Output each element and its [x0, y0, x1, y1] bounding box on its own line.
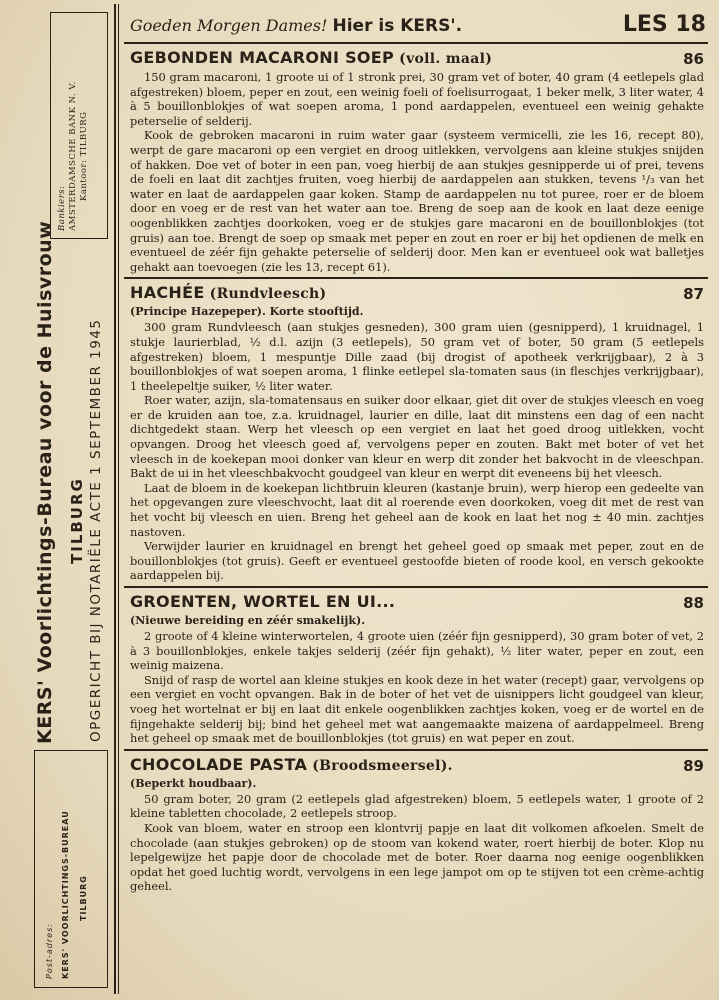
recipe-title: GROENTEN, WORTEL EN UI...	[130, 592, 396, 611]
post-address-box	[34, 750, 108, 988]
recipe-number: 86	[683, 50, 704, 68]
margin-rule-thin	[118, 4, 119, 994]
bureau-city: TILBURG	[68, 477, 86, 564]
bank-office: Kantoor: TILBURG	[79, 111, 89, 201]
recipe-subtitle-inline: (voll. maal)	[399, 51, 493, 67]
recipe-title: CHOCOLADE PASTA	[130, 754, 308, 774]
recipe-number: 89	[683, 756, 704, 775]
recipe-subtitle: (Nieuwe bereiding en zéér smakelijk).	[130, 614, 366, 627]
sidebar	[6, 4, 114, 994]
founded-line: OPGERICHT BIJ NOTARIËLE ACTE 1 SEPTEMBER 1945	[88, 318, 104, 742]
recipe-title: HACHÉE	[130, 283, 205, 303]
main-content	[124, 8, 708, 897]
lesson-number: LES 18	[622, 12, 706, 37]
post-label: Post-adres:	[45, 923, 54, 979]
recipe-88	[124, 588, 708, 751]
bank-name: AMSTERDAMSCHE BANK N. V.	[68, 81, 78, 231]
margin-rule	[114, 4, 116, 994]
recipe-paragraph: Kook van bloem, water en stroop een klontvrij papje en laat dit volkomen afkoelen. Smelt de chocolade (aan stukjes gebroken) op de stoom van kokend water, roert hierbij de boter. Klop nu lepelgewijze het papje door de chocolade met de boter. Roer daarna nog eenige oogenblikken opdat het goed luchtig wordt, vervolgens in een lege jampot om op te stijven tot een crème-achtig geheel.	[130, 820, 704, 894]
recipe-subtitle: (Beperkt houdbaar).	[130, 776, 257, 790]
recipe-subtitle-inline: (Broodsmeersel).	[312, 757, 453, 774]
recipe-paragraph: 150 gram macaroni, 1 groote ui of 1 stronk prei, 30 gram vet of boter, 40 gram (4 eetlepels glad afgestreken) bloem, peper en zout, een weinig foeli of foelisurrogaat, 1 beker melk, 3 liter water, 4 à 5 bouillonblokjes of wat soepen aroma, 1 pond aardappelen, eventueel een weinig gehakte peterselie of selderij.	[130, 70, 704, 128]
recipe-paragraph: Snijd of rasp de wortel aan kleine stukjes en kook deze in het water (recept) gaar, vervolgens op een vergiet en vocht opvangen. Bak in de boter of het vet de uisnippers licht goudgeel van kleur, voeg het wortelnat er bij en laat dit enkele oogenblikken zachtjes koken, voeg er de wortel en de fijngehakte selderij bij; bind het geheel met wat aangemaakte maizena of aardappelmeel. Breng het geheel op smaak met de bouillonblokjes (tot gruis) en wat peper en zout.	[130, 672, 704, 746]
recipe-paragraph: 50 gram boter, 20 gram (2 eetlepels glad afgestreken) bloem, 5 eetlepels water, 1 groote of 2 kleine tabletten chocolade, 2 eetlepels stroop.	[130, 791, 704, 821]
recipe-number: 87	[683, 285, 704, 304]
recipe-title: GEBONDEN MACARONI SOEP	[130, 48, 395, 67]
recipe-86	[124, 44, 708, 279]
bureau-title: KERS' Voorlichtings-Bureau voor de Huisvrouw	[34, 220, 56, 744]
recipe-paragraph: Kook de gebroken macaroni in ruim water gaar (systeem vermicelli, zie les 16, recept 80), werpt de gare macaroni op een vergiet en droog uitlekken, vervolgens aan kleine stukjes snijden of hakken. Doe vet of boter in een pan, voeg hierbij de aan stukjes gesnipperde ui of prei, tevens de foeli en laat dit zachtjes fruiten, voeg hierbij de aardappelen aan stukken, tevens ¹/₃ van het water en laat de aardappelen gaar koken. Stamp de aardappelen nu tot puree, roer er de bloem door en voeg er de rest van het water aan toe. Breng de soep aan de kook en laat deze eenige oogenblikken zachtjes doorkoken, voeg er de stukjes gare macaroni en de bouillonblokjes (tot gruis) aan toe. Brengt de soep op smaak met peper en zout en roer er bij het opdienen de melk en eventueel de zéér fijn gehakte peterselie of selderij door. Men kan er eventueel ook wat balletjes gehakt aan toevoegen (zie les 13, recept 61).	[130, 128, 704, 274]
recipe-paragraph: 300 gram Rundvleesch (aan stukjes gesneden), 300 gram uien (gesnipperd), 1 kruidnagel, 1 stukje laurierblad, ½ d.l. azijn (3 eetlepels), 50 gram vet of boter, 50 gram (5 eetlepels afgestreken) bloem, 1 mespuntje Dille zaad (bij drogist of apotheek verkrijgbaar), 2 à 3 bouillonblokjes of wat soepen aroma, 1 flinke eetlepel sla-tomaten saus (in fleschjes verkrijgbaar), 1 theelepeltje suiker, ½ liter water.	[130, 320, 704, 393]
post-name: KERS' VOORLICHTINGS-BUREAU	[61, 810, 70, 979]
recipe-subtitle: (Principe Hazepeper). Korte stooftijd.	[130, 305, 364, 319]
recipe-87	[124, 279, 708, 588]
bank-info-box	[50, 12, 108, 239]
recipe-89	[124, 751, 708, 897]
greeting	[130, 16, 462, 36]
greeting-text: Goeden Morgen Dames!	[130, 16, 328, 35]
recipe-subtitle-inline: (Rundvleesch)	[209, 286, 327, 303]
page-header	[124, 8, 708, 44]
recipe-paragraph: 2 groote of 4 kleine winterwortelen, 4 groote uien (zéér fijn gesnipperd), 30 gram boter of vet, 2 à 3 bouillonblokjes, enkele takjes selderij (zéér fijn gehakt), ½ liter water, peper en zout, een weinig maizena.	[130, 629, 704, 673]
tagline: Hier is KERS'.	[332, 16, 463, 36]
recipe-paragraph: Verwijder laurier en kruidnagel en brengt het geheel goed op smaak met peper, zout en de bouillonblokjes (tot gruis). Geeft er eventueel gestoofde bieten of roode kool, en versch gekookte aardappelen bij.	[130, 539, 704, 583]
post-city: TILBURG	[79, 875, 88, 921]
bank-label: Bankiers:	[57, 185, 67, 231]
recipe-number: 88	[683, 594, 704, 612]
recipe-paragraph: Roer water, azijn, sla-tomatensaus en suiker door elkaar, giet dit over de stukjes vleesch en voeg er de kruiden aan toe, z.a. kruidnagel, laurier en dille, laat dit minstens een dag of een nacht dichtgedekt staan. Werp het vleesch op een vergiet en laat het goed droog uitlekken, vocht opvangen. Droog het vleesch goed af, vervolgens peper en zouten. Bakt met boter of vet het vleesch in de koekepan mooi donker van kleur en werp dit zonder het bakvocht in de vleeschpan. Bakt de ui in het vleeschbakvocht goudgeel van kleur en werpt dit eveneens bij het vleesch.	[130, 393, 704, 481]
recipe-paragraph: Laat de bloem in de koekepan lichtbruin kleuren (kastanje bruin), werp hierop een gedeelte van het opgevangen zure vleeschvocht, laat dit al roerende even doorkoken, voeg dit met de rest van het vocht bij vleesch en uien. Breng het geheel aan de kook en laat het nog ± 40 min. zachtjes nastoven.	[130, 480, 704, 539]
